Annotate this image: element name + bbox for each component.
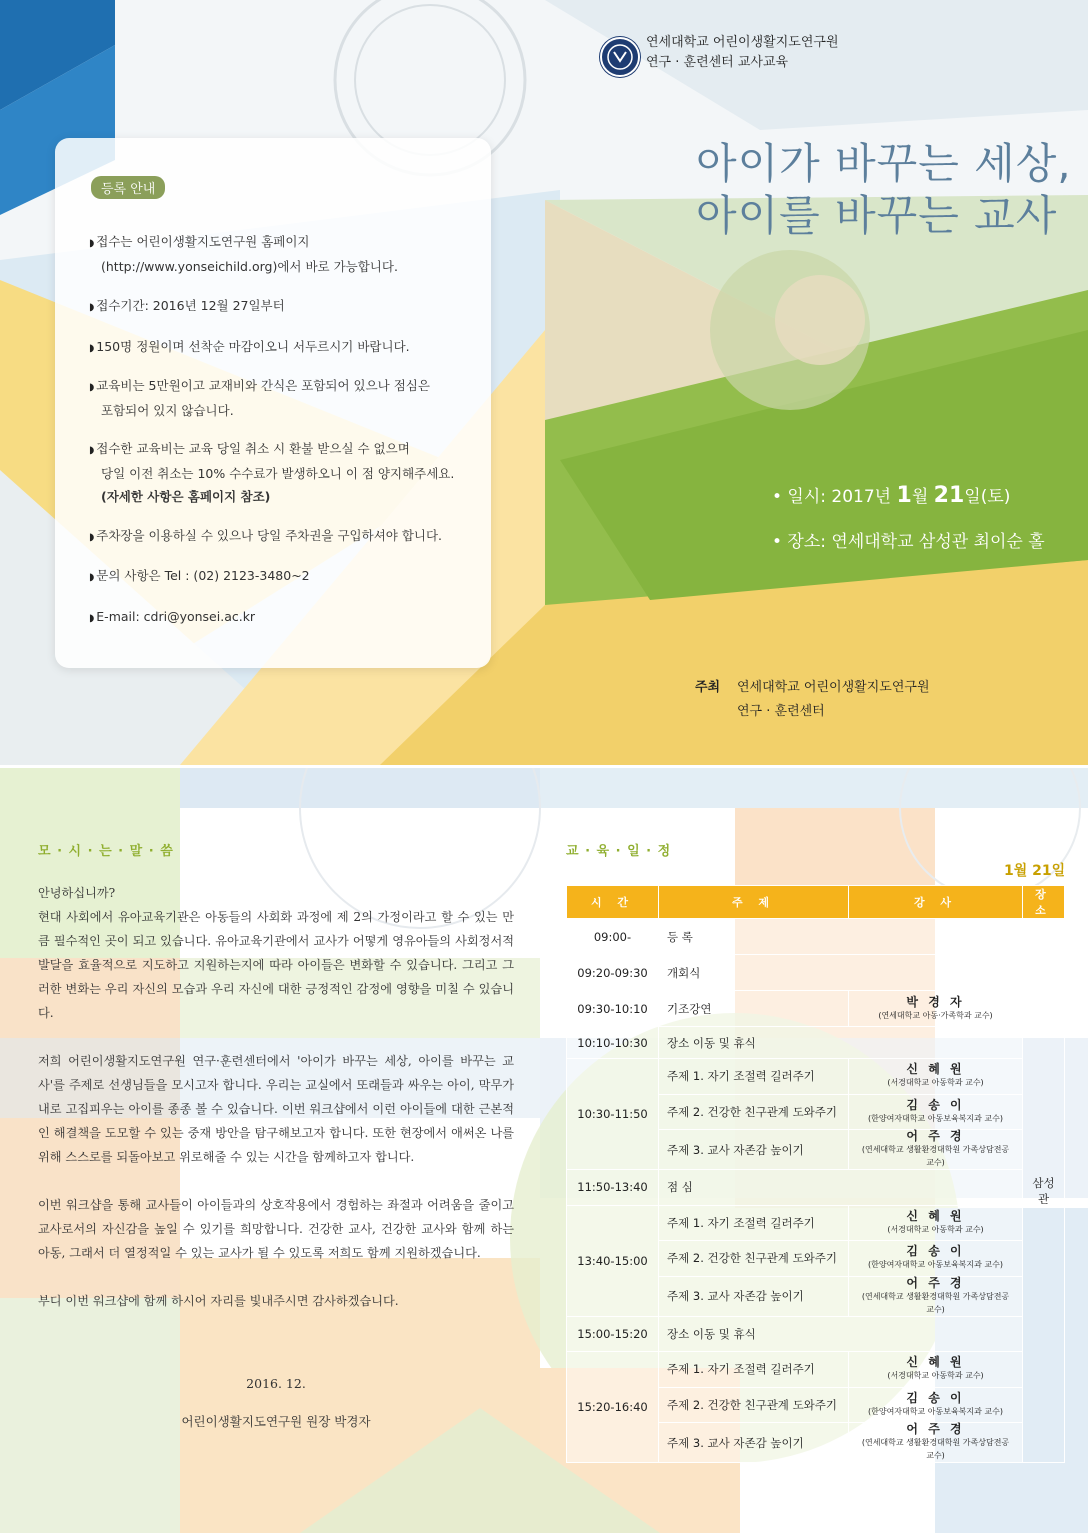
speaker-name: 신 혜 원 bbox=[906, 1062, 965, 1077]
table-row bbox=[567, 919, 1065, 955]
item-text: 문의 사항은 Tel : (02) 2123-3480~2 bbox=[96, 568, 310, 583]
date-suffix: 일(토) bbox=[964, 487, 1011, 507]
registration-item bbox=[89, 335, 489, 360]
speaker-affiliation: (연세대학교 생활환경대학원 가족상담전공 교수) bbox=[861, 1438, 1010, 1460]
table-row bbox=[567, 1316, 1065, 1352]
topic-cell: 주제 3. 교사 자존감 높이기 bbox=[659, 1130, 849, 1170]
topic-cell: 주제 1. 자기 조절력 길러주기 bbox=[659, 1059, 849, 1095]
schedule-date: 1월 21일 bbox=[1004, 863, 1066, 879]
letter-date: 2016. 12. bbox=[246, 1376, 306, 1391]
greeting-section-title: 모 · 시 · 는 · 말 · 씀 bbox=[38, 844, 174, 859]
topic-cell: 기조강연 bbox=[659, 991, 849, 1027]
schedule-table bbox=[566, 885, 1065, 1463]
greeting-letter bbox=[38, 881, 514, 1337]
header-time: 시 간 bbox=[567, 886, 659, 919]
host-info bbox=[695, 676, 930, 724]
time-cell: 09:30-10:10 bbox=[567, 991, 659, 1027]
speaker-name: 박 경 자 bbox=[906, 994, 965, 1009]
bullet-icon: ◗ bbox=[89, 302, 95, 313]
speaker-cell bbox=[849, 1423, 1023, 1463]
time-cell: 09:20-09:30 bbox=[567, 955, 659, 991]
date-prefix: • 일시: 2017년 bbox=[772, 487, 897, 507]
topic-cell: 주제 1. 자기 조절력 길러주기 bbox=[659, 1205, 849, 1241]
bullet-icon: ◗ bbox=[89, 238, 95, 249]
email-link[interactable]: E-mail: cdri@yonsei.ac.kr bbox=[96, 609, 256, 624]
registration-info-box bbox=[55, 138, 491, 668]
speaker-affiliation: (한양여자대학교 아동보육복지과 교수) bbox=[868, 1260, 1003, 1270]
cover-panel bbox=[0, 0, 1088, 765]
header-place: 장 소 bbox=[1023, 886, 1065, 919]
bullet-icon: ◗ bbox=[89, 613, 95, 624]
bullet-icon: ◗ bbox=[89, 382, 95, 393]
time-cell: 10:30-11:50 bbox=[567, 1059, 659, 1170]
topic-cell: 주제 3. 교사 자존감 높이기 bbox=[659, 1276, 849, 1316]
time-cell: 15:20-16:40 bbox=[567, 1352, 659, 1463]
registration-item bbox=[89, 437, 489, 508]
topic-cell: 점 심 bbox=[659, 1170, 1023, 1206]
date-mid: 월 bbox=[911, 487, 934, 507]
title-line-1: 아이가 바꾸는 세상, bbox=[696, 139, 1072, 188]
table-row bbox=[567, 1170, 1065, 1206]
topic-cell: 주제 1. 자기 조절력 길러주기 bbox=[659, 1352, 849, 1388]
bullet-icon: ◗ bbox=[89, 572, 95, 583]
item-text: (자세한 사항은 홈페이지 참조) bbox=[101, 489, 271, 504]
speaker-name: 신 혜 원 bbox=[906, 1355, 965, 1370]
time-cell: 09:00- bbox=[567, 919, 659, 955]
table-row bbox=[567, 955, 1065, 991]
university-seal-icon bbox=[600, 37, 640, 77]
time-cell: 10:10-10:30 bbox=[567, 1027, 659, 1059]
item-text: 접수는 어린이생활지도연구원 홈페이지 bbox=[96, 234, 310, 249]
page-title bbox=[696, 138, 1072, 242]
item-text: 150명 정원이며 선착순 마감이오니 서두르시기 바랍니다. bbox=[96, 339, 410, 354]
speaker-affiliation: (서경대학교 아동학과 교수) bbox=[887, 1078, 984, 1088]
topic-cell: 주제 2. 건강한 친구관계 도와주기 bbox=[659, 1387, 849, 1423]
topic-cell: 주제 3. 교사 자존감 높이기 bbox=[659, 1423, 849, 1463]
item-text: 접수한 교육비는 교육 당일 취소 시 환불 받으실 수 없으며 bbox=[96, 441, 410, 456]
item-text: 주차장을 이용하실 수 있으나 당일 주차권을 구입하셔야 합니다. bbox=[96, 528, 443, 543]
bullet-icon: ◗ bbox=[89, 532, 95, 543]
table-row bbox=[567, 991, 1065, 1027]
letter-paragraph: 부디 이번 워크샵에 함께 하시어 자리를 빛내주시면 감사하겠습니다. bbox=[38, 1294, 399, 1308]
table-row bbox=[567, 1059, 1065, 1095]
speaker-cell bbox=[849, 1276, 1023, 1316]
event-place: • 장소: 연세대학교 삼성관 최이순 홀 bbox=[772, 532, 1045, 552]
date-day: 21 bbox=[933, 483, 965, 508]
topic-cell: 주제 2. 건강한 친구관계 도와주기 bbox=[659, 1094, 849, 1130]
speaker-cell bbox=[849, 1352, 1023, 1388]
org-name: 연세대학교 어린이생활지도연구원 bbox=[646, 35, 839, 50]
registration-item bbox=[89, 524, 489, 549]
time-cell: 11:50-13:40 bbox=[567, 1170, 659, 1206]
speaker-cell bbox=[849, 1094, 1023, 1130]
table-header-row bbox=[567, 886, 1065, 919]
speaker-affiliation: (연세대학교 생활환경대학원 가족상담전공 교수) bbox=[861, 1291, 1010, 1314]
host-label: 주최 bbox=[695, 680, 721, 695]
speaker-affiliation: (한양여자대학교 아동보육복지과 교수) bbox=[868, 1113, 1003, 1123]
speaker-cell bbox=[849, 1059, 1023, 1095]
table-row bbox=[567, 1205, 1065, 1241]
item-text: 포함되어 있지 않습니다. bbox=[101, 403, 234, 418]
speaker-affiliation: (한양여자대학교 아동보육복지과 교수) bbox=[868, 1406, 1003, 1416]
topic-cell: 등 록 bbox=[659, 919, 1023, 955]
schedule-section-title: 교 · 육 · 일 · 정 bbox=[566, 844, 672, 859]
speaker-name: 어 주 경 bbox=[906, 1129, 965, 1143]
letter-paragraph: 저희 어린이생활지도연구원 연구·훈련센터에서 '아이가 바꾸는 세상, 아이를 바꾸는 교사'를 주제로 선생님들을 모시고자 합니다. 우리는 교실에서 또래들과 싸우는 아이, 막무가내로 고집피우는 아이를 종종 볼 수 있습니다. 이번 워크샵에서 이런 아이들에 대한 근본적인 해결책을 도모할 수 있는 중재 방안을 탐구해보고자 합니다. 또한 현장에서 애써온 나를 위해 스스로를 되돌아보고 위로해줄 수 있는 시간을 함께하고자 합니다. bbox=[38, 1054, 514, 1164]
speaker-cell bbox=[849, 1205, 1023, 1241]
topic-cell: 장소 이동 및 휴식 bbox=[659, 1316, 1023, 1352]
speaker-name: 김 송 이 bbox=[906, 1097, 965, 1112]
speaker-name: 김 송 이 bbox=[906, 1244, 965, 1259]
topic-cell: 장소 이동 및 휴식 bbox=[659, 1027, 1023, 1059]
registration-tag: 등록 안내 bbox=[91, 176, 165, 199]
topic-cell: 개회식 bbox=[659, 955, 1023, 991]
header-topic: 주 제 bbox=[659, 886, 849, 919]
place-cell: 삼성관 bbox=[1023, 919, 1065, 1463]
program-panel bbox=[0, 768, 1088, 1533]
time-cell: 15:00-15:20 bbox=[567, 1316, 659, 1352]
title-line-2: 아이를 바꾸는 교사 bbox=[696, 191, 1058, 240]
letter-signature: 어린이생활지도연구원 원장 박경자 bbox=[181, 1414, 371, 1429]
registration-item bbox=[89, 564, 489, 589]
event-date bbox=[772, 482, 1010, 508]
topic-cell: 주제 2. 건강한 친구관계 도와주기 bbox=[659, 1241, 849, 1277]
speaker-affiliation: (서경대학교 아동학과 교수) bbox=[887, 1224, 984, 1234]
item-text: 당일 이전 취소는 10% 수수료가 발생하오니 이 점 양지해주세요. bbox=[101, 466, 455, 481]
header-speaker: 강 사 bbox=[849, 886, 1023, 919]
speaker-name: 신 혜 원 bbox=[906, 1208, 965, 1223]
registration-item bbox=[89, 374, 489, 422]
bullet-icon: ◗ bbox=[89, 343, 95, 354]
table-row bbox=[567, 1352, 1065, 1388]
speaker-name: 어 주 경 bbox=[906, 1422, 965, 1436]
item-text: (http://www.yonseichild.org)에서 바로 가능합니다. bbox=[101, 259, 398, 274]
speaker-cell bbox=[849, 1241, 1023, 1277]
date-month: 1 bbox=[896, 483, 912, 508]
registration-item bbox=[89, 294, 489, 319]
speaker-affiliation: (서경대학교 아동학과 교수) bbox=[887, 1371, 984, 1381]
time-cell: 13:40-15:00 bbox=[567, 1205, 659, 1316]
speaker-cell bbox=[849, 1387, 1023, 1423]
speaker-cell bbox=[849, 991, 1023, 1027]
table-row bbox=[567, 1027, 1065, 1059]
host-name: 연세대학교 어린이생활지도연구원 bbox=[737, 680, 930, 695]
speaker-cell bbox=[849, 1130, 1023, 1170]
registration-item bbox=[89, 230, 489, 278]
speaker-name: 어 주 경 bbox=[906, 1275, 965, 1290]
letter-paragraph: 안녕하십니까? 현대 사회에서 유아교육기관은 아동들의 사회화 과정에 제 2의 가정이라고 할 수 있는 만큼 필수적인 곳이 되고 있습니다. 유아교육기관에서 교사가 어떻게 영유아들의 사회정서적 발달을 효율적으로 지도하고 지원하는지에 따라 아이들은 변화할 수 있습니다. 그리고 그러한 변화는 우리 자신의 모습과 우리 자신에 대한 긍정적인 감정에 영향을 미칠 수 있습니다. bbox=[38, 886, 514, 1020]
speaker-affiliation: (연세대학교 아동·가족학과 교수) bbox=[878, 1010, 993, 1020]
item-text: 교육비는 5만원이고 교재비와 간식은 포함되어 있으나 점심은 bbox=[96, 378, 430, 393]
bullet-icon: ◗ bbox=[89, 445, 95, 456]
registration-item bbox=[89, 605, 489, 630]
speaker-affiliation: (연세대학교 생활환경대학원 가족상담전공 교수) bbox=[861, 1145, 1010, 1167]
letter-paragraph: 이번 워크샵을 통해 교사들이 아이들과의 상호작용에서 경험하는 좌절과 어려움을 줄이고 교사로서의 자신감을 높일 수 있기를 희망합니다. 건강한 교사, 건강한 교사와 함께 하는 아동, 그래서 더 열정적일 수 있는 교사가 될 수 있도록 저희도 함께 지원하겠습니다. bbox=[38, 1198, 514, 1260]
organization-header bbox=[646, 33, 839, 73]
host-subname: 연구 · 훈련센터 bbox=[737, 704, 825, 719]
item-text: 접수기간: 2016년 12월 27일부터 bbox=[96, 298, 285, 313]
org-subtitle: 연구 · 훈련센터 교사교육 bbox=[646, 55, 789, 70]
speaker-name: 김 송 이 bbox=[906, 1390, 965, 1405]
